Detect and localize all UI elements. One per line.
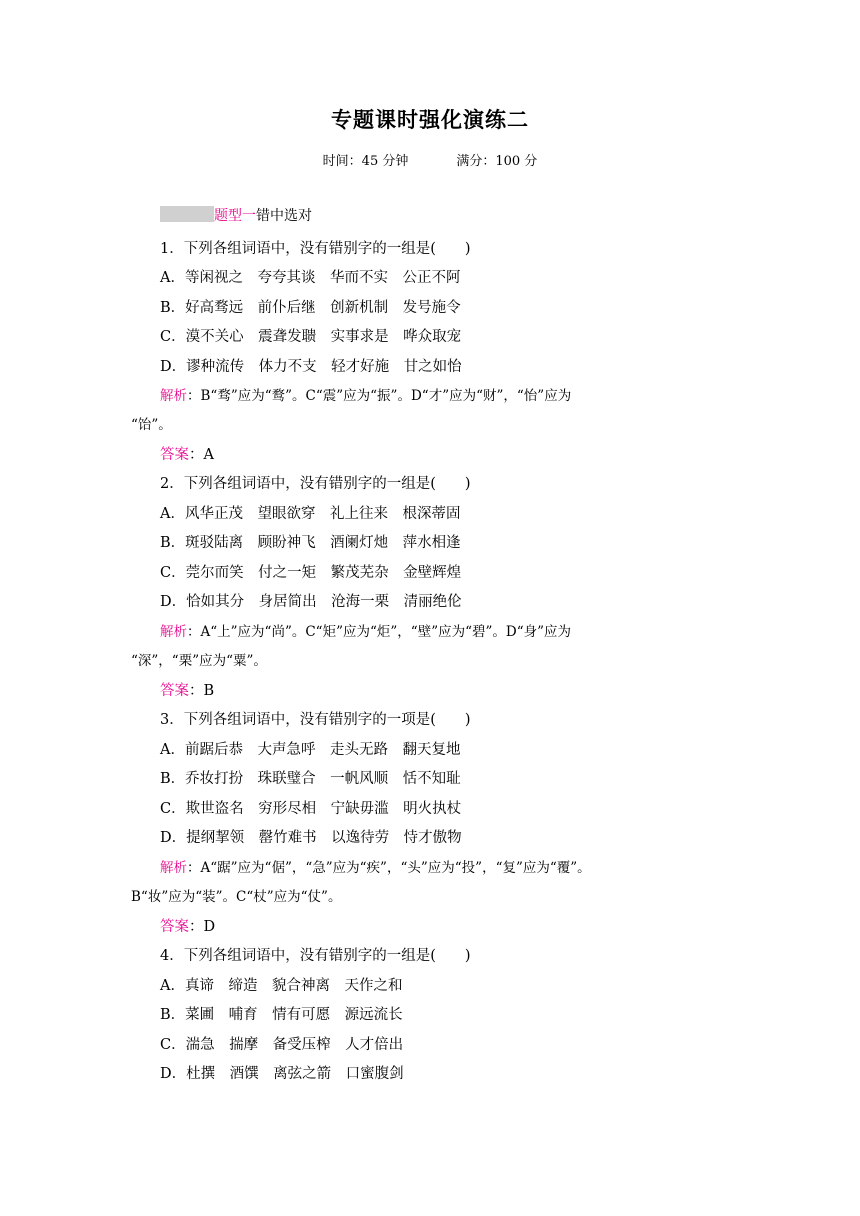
question-option: A．前踞后恭 大声急呼 走头无路 翻天复地 (160, 742, 461, 758)
question-stem: 4．下列各组词语中，没有错别字的一组是( ) (160, 948, 471, 964)
question-option: C．湍急 揣摩 备受压榨 人才倍出 (160, 1037, 404, 1053)
answer-label: 答案 (160, 919, 189, 935)
section-label: 题型一 (214, 208, 256, 224)
analysis (160, 386, 571, 406)
question-option: B．乔妆打扮 珠联璧合 一帆风顺 恬不知耻 (160, 771, 461, 787)
analysis-continuation: B“妆”应为“装”。C“杖”应为“仗”。 (131, 889, 342, 905)
section-bar-decoration (160, 206, 214, 222)
answer (160, 445, 214, 465)
full-score: 满分：100 分 (456, 154, 538, 169)
question-option: D．谬种流传 体力不支 轻才好施 甘之如怡 (160, 359, 462, 375)
answer-label: 答案 (160, 683, 189, 699)
answer (160, 681, 214, 701)
analysis (160, 622, 571, 642)
question-option: B．好高骛远 前仆后继 创新机制 发号施令 (160, 300, 461, 316)
answer-label: 答案 (160, 447, 189, 463)
analysis-text: ：B“骛”应为“鹜”。C“震”应为“振”。D“才”应为“财”，“怡”应为 (187, 388, 572, 404)
section-header (160, 205, 312, 227)
question-option: D．恰如其分 身居简出 沧海一栗 清丽绝伦 (160, 594, 462, 610)
page-title: 专题课时强化演练二 (331, 108, 529, 132)
question-stem: 1．下列各组词语中，没有错别字的一组是( ) (160, 241, 471, 257)
answer-text: ：B (189, 683, 215, 699)
answer-text: ：A (189, 447, 214, 463)
analysis-continuation: “饴”。 (131, 417, 172, 433)
analysis (160, 858, 591, 878)
question-stem: 2．下列各组词语中，没有错别字的一组是( ) (160, 476, 471, 492)
exam-meta (0, 150, 860, 169)
question-option: A．风华正茂 望眼欲穿 礼上往来 根深蒂固 (160, 506, 461, 522)
section-text: 错中选对 (256, 208, 312, 224)
analysis-text: ：A“踞”应为“倨”，“急”应为“疾”，“头”应为“投”，“复”应为“覆”。 (187, 860, 591, 876)
analysis-label: 解析 (160, 624, 187, 640)
analysis-continuation: “深”，“栗”应为“粟”。 (131, 653, 267, 669)
analysis-text: ：A“上”应为“尚”。C“矩”应为“炬”，“壁”应为“碧”。D“身”应为 (187, 624, 572, 640)
question-option: B．菜圃 哺育 情有可愿 源远流长 (160, 1007, 403, 1023)
question-stem: 3．下列各组词语中，没有错别字的一项是( ) (160, 712, 471, 728)
time-limit: 时间：45 分钟 (322, 154, 409, 169)
question-option: B．斑驳陆离 顾盼神飞 酒阑灯灺 萍水相逢 (160, 535, 461, 551)
question-option: D．提纲挈领 罄竹难书 以逸待劳 恃才傲物 (160, 830, 462, 846)
question-option: A．等闲视之 夸夸其谈 华而不实 公正不阿 (160, 270, 461, 286)
question-option: C．漠不关心 震聋发聩 实事求是 哗众取宠 (160, 329, 462, 345)
answer-text: ：D (189, 919, 216, 935)
question-option: D．杜撰 酒馔 离弦之箭 口蜜腹剑 (160, 1066, 404, 1082)
question-option: C．莞尔而笑 付之一矩 繁茂芜杂 金壁辉煌 (160, 565, 462, 581)
question-option: C．欺世盗名 穷形尽相 宁缺毋滥 明火执杖 (160, 801, 462, 817)
analysis-label: 解析 (160, 860, 187, 876)
analysis-label: 解析 (160, 388, 187, 404)
question-option: A．真谛 缔造 貌合神离 天作之和 (160, 978, 403, 994)
answer (160, 917, 215, 937)
